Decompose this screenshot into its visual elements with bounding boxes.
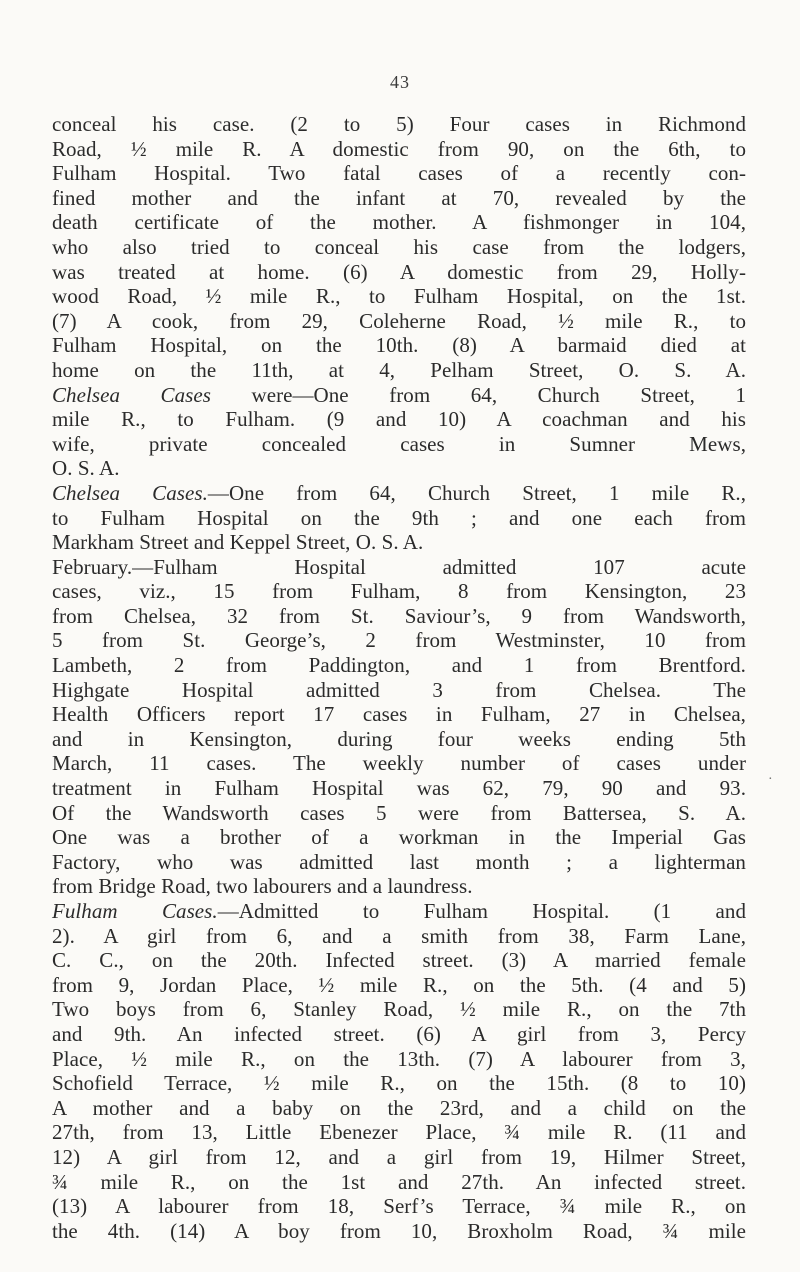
text-line xyxy=(52,751,746,776)
text-line xyxy=(52,481,746,506)
text-line-content: Health Officers report 17 cases in Fulham, 27 in Chelsea, xyxy=(52,702,746,727)
text-line-content: and 9th. An infected street. (6) A girl from 3, Percy xyxy=(52,1021,746,1046)
text-line xyxy=(52,924,746,949)
text-line xyxy=(52,776,746,801)
text-line xyxy=(52,579,746,604)
text-line xyxy=(52,801,746,826)
text-line-content: from Bridge Road, two labourers and a laundress. xyxy=(52,874,473,899)
text-line xyxy=(52,210,746,235)
text-line-content: wife, private concealed cases in Sumner Mews, xyxy=(52,431,746,456)
text-line xyxy=(52,825,746,850)
text-line-content: conceal his case. (2 to 5) Four cases in Richmond xyxy=(52,112,746,136)
text-line-content: 12) A girl from 12, and a girl from 19, Hilmer Street, xyxy=(52,1144,746,1169)
text-line-content: 27th, from 13, Little Ebenezer Place, ¾ mile R. (11 and xyxy=(52,1120,746,1145)
text-line-content: Place, ½ mile R., on the 13th. (7) A labourer from 3, xyxy=(52,1046,746,1071)
text-line-content: death certificate of the mother. A fishmonger in 104, xyxy=(52,210,746,235)
text-line-content: Fulham Hospital, on the 10th. (8) A barmaid died at xyxy=(52,333,746,358)
text-line-content: cases, viz., 15 from Fulham, 8 from Kensington, 23 xyxy=(52,579,746,604)
text-line-content: (13) A labourer from 18, Serf’s Terrace, ¾ mile R., on xyxy=(52,1194,746,1219)
text-line xyxy=(52,555,746,580)
text-line xyxy=(52,161,746,186)
text-line-content: March, 11 cases. The weekly number of cases under xyxy=(52,751,746,776)
text-line-content: 2). A girl from 6, and a smith from 38, Farm Lane, xyxy=(52,923,746,948)
text-line xyxy=(52,1120,746,1145)
text-line-lead: February.—Fulham Hospital admitted 107 acute xyxy=(52,554,746,579)
text-line xyxy=(52,678,746,703)
text-line-content: O. S. A. xyxy=(52,456,120,481)
section-heading-italic: Chelsea Cases. xyxy=(52,480,208,505)
text-line xyxy=(52,1145,746,1170)
text-line-content: to Fulham Hospital on the 9th ; and one each from xyxy=(52,505,746,530)
text-line-content: A mother and a baby on the 23rd, and a child on the xyxy=(52,1095,746,1120)
text-line-content: treatment in Fulham Hospital was 62, 79, 90 and 93. xyxy=(52,776,746,801)
margin-mark: · xyxy=(768,772,773,787)
text-line xyxy=(52,432,746,457)
page-number: 43 xyxy=(390,72,410,92)
text-line xyxy=(52,973,746,998)
text-line-content: was treated at home. (6) A domestic from 29, Holly- xyxy=(52,259,746,284)
text-line xyxy=(52,874,746,899)
text-line xyxy=(52,506,746,531)
text-line-content: and in Kensington, during four weeks ending 5th xyxy=(52,726,746,751)
text-line-content: who also tried to conceal his case from the lodgers, xyxy=(52,234,746,259)
text-line xyxy=(52,850,746,875)
text-line-content: the 4th. (14) A boy from 10, Broxholm Road, ¾ mile xyxy=(52,1218,746,1243)
text-line xyxy=(52,358,746,383)
text-line-content: (7) A cook, from 29, Coleherne Road, ½ mile R., to xyxy=(52,308,746,333)
body-text xyxy=(52,112,746,1243)
text-line-content: —One from 64, Church Street, 1 mile R., xyxy=(207,480,746,505)
text-line xyxy=(52,284,746,309)
text-line xyxy=(52,1071,746,1096)
text-line xyxy=(52,383,746,408)
text-line xyxy=(52,260,746,285)
text-line-content: Road, ½ mile R. A domestic from 90, on the 6th, to xyxy=(52,136,746,161)
text-line-content: —Admitted to Fulham Hospital. (1 and xyxy=(217,899,747,923)
text-line-content: 5 from St. George’s, 2 from Westminster, 10 from xyxy=(52,628,746,653)
section-heading-italic: Fulham Cases. xyxy=(52,899,218,923)
text-line-content: Two boys from 6, Stanley Road, ½ mile R., on the 7th xyxy=(52,997,746,1022)
text-line xyxy=(52,407,746,432)
text-line xyxy=(52,456,746,481)
text-line-content: were—One from 64, Church Street, 1 xyxy=(210,382,746,407)
text-line-content: Factory, who was admitted last month ; a lighterman xyxy=(52,849,746,874)
text-line xyxy=(52,702,746,727)
text-line xyxy=(52,333,746,358)
text-line-content: Schofield Terrace, ½ mile R., on the 15th. (8 to 10) xyxy=(52,1071,746,1096)
text-line xyxy=(52,1047,746,1072)
text-line-content: Of the Wandsworth cases 5 were from Battersea, S. A. xyxy=(52,800,746,825)
text-line xyxy=(52,899,746,924)
text-line-content: mile R., to Fulham. (9 and 10) A coachman and his xyxy=(52,407,746,432)
text-line-content: from 9, Jordan Place, ½ mile R., on the 5th. (4 and 5) xyxy=(52,972,746,997)
text-line-content: One was a brother of a workman in the Imperial Gas xyxy=(52,825,746,850)
text-line xyxy=(52,628,746,653)
text-line-content: wood Road, ½ mile R., to Fulham Hospital, on the 1st. xyxy=(52,284,746,309)
text-line-content: fined mother and the infant at 70, revealed by the xyxy=(52,185,746,210)
text-line xyxy=(52,186,746,211)
text-line-content: Markham Street and Keppel Street, O. S. A. xyxy=(52,530,424,555)
text-line-content: Lambeth, 2 from Paddington, and 1 from Brentford. xyxy=(52,653,746,678)
text-line xyxy=(52,948,746,973)
text-line xyxy=(52,1194,746,1219)
text-line-content: ¾ mile R., on the 1st and 27th. An infected street. xyxy=(52,1169,746,1194)
text-line xyxy=(52,137,746,162)
section-heading-italic: Chelsea Cases xyxy=(52,382,211,407)
text-line xyxy=(52,1022,746,1047)
text-line-content: Highgate Hospital admitted 3 from Chelsea. The xyxy=(52,677,746,702)
text-line-content: from Chelsea, 32 from St. Saviour’s, 9 from Wandsworth, xyxy=(52,603,746,628)
text-line xyxy=(52,309,746,334)
text-line xyxy=(52,1096,746,1121)
text-line-content: home on the 11th, at 4, Pelham Street, O. S. A. xyxy=(52,357,746,382)
text-line-content: Fulham Hospital. Two fatal cases of a recently con- xyxy=(52,161,746,186)
text-line-content: C. C., on the 20th. Infected street. (3) A married female xyxy=(52,948,746,973)
text-line xyxy=(52,1170,746,1195)
text-line xyxy=(52,1219,746,1244)
text-line xyxy=(52,112,746,137)
text-line xyxy=(52,604,746,629)
text-line xyxy=(52,530,746,555)
text-line xyxy=(52,727,746,752)
text-line xyxy=(52,997,746,1022)
text-line xyxy=(52,653,746,678)
text-line xyxy=(52,235,746,260)
